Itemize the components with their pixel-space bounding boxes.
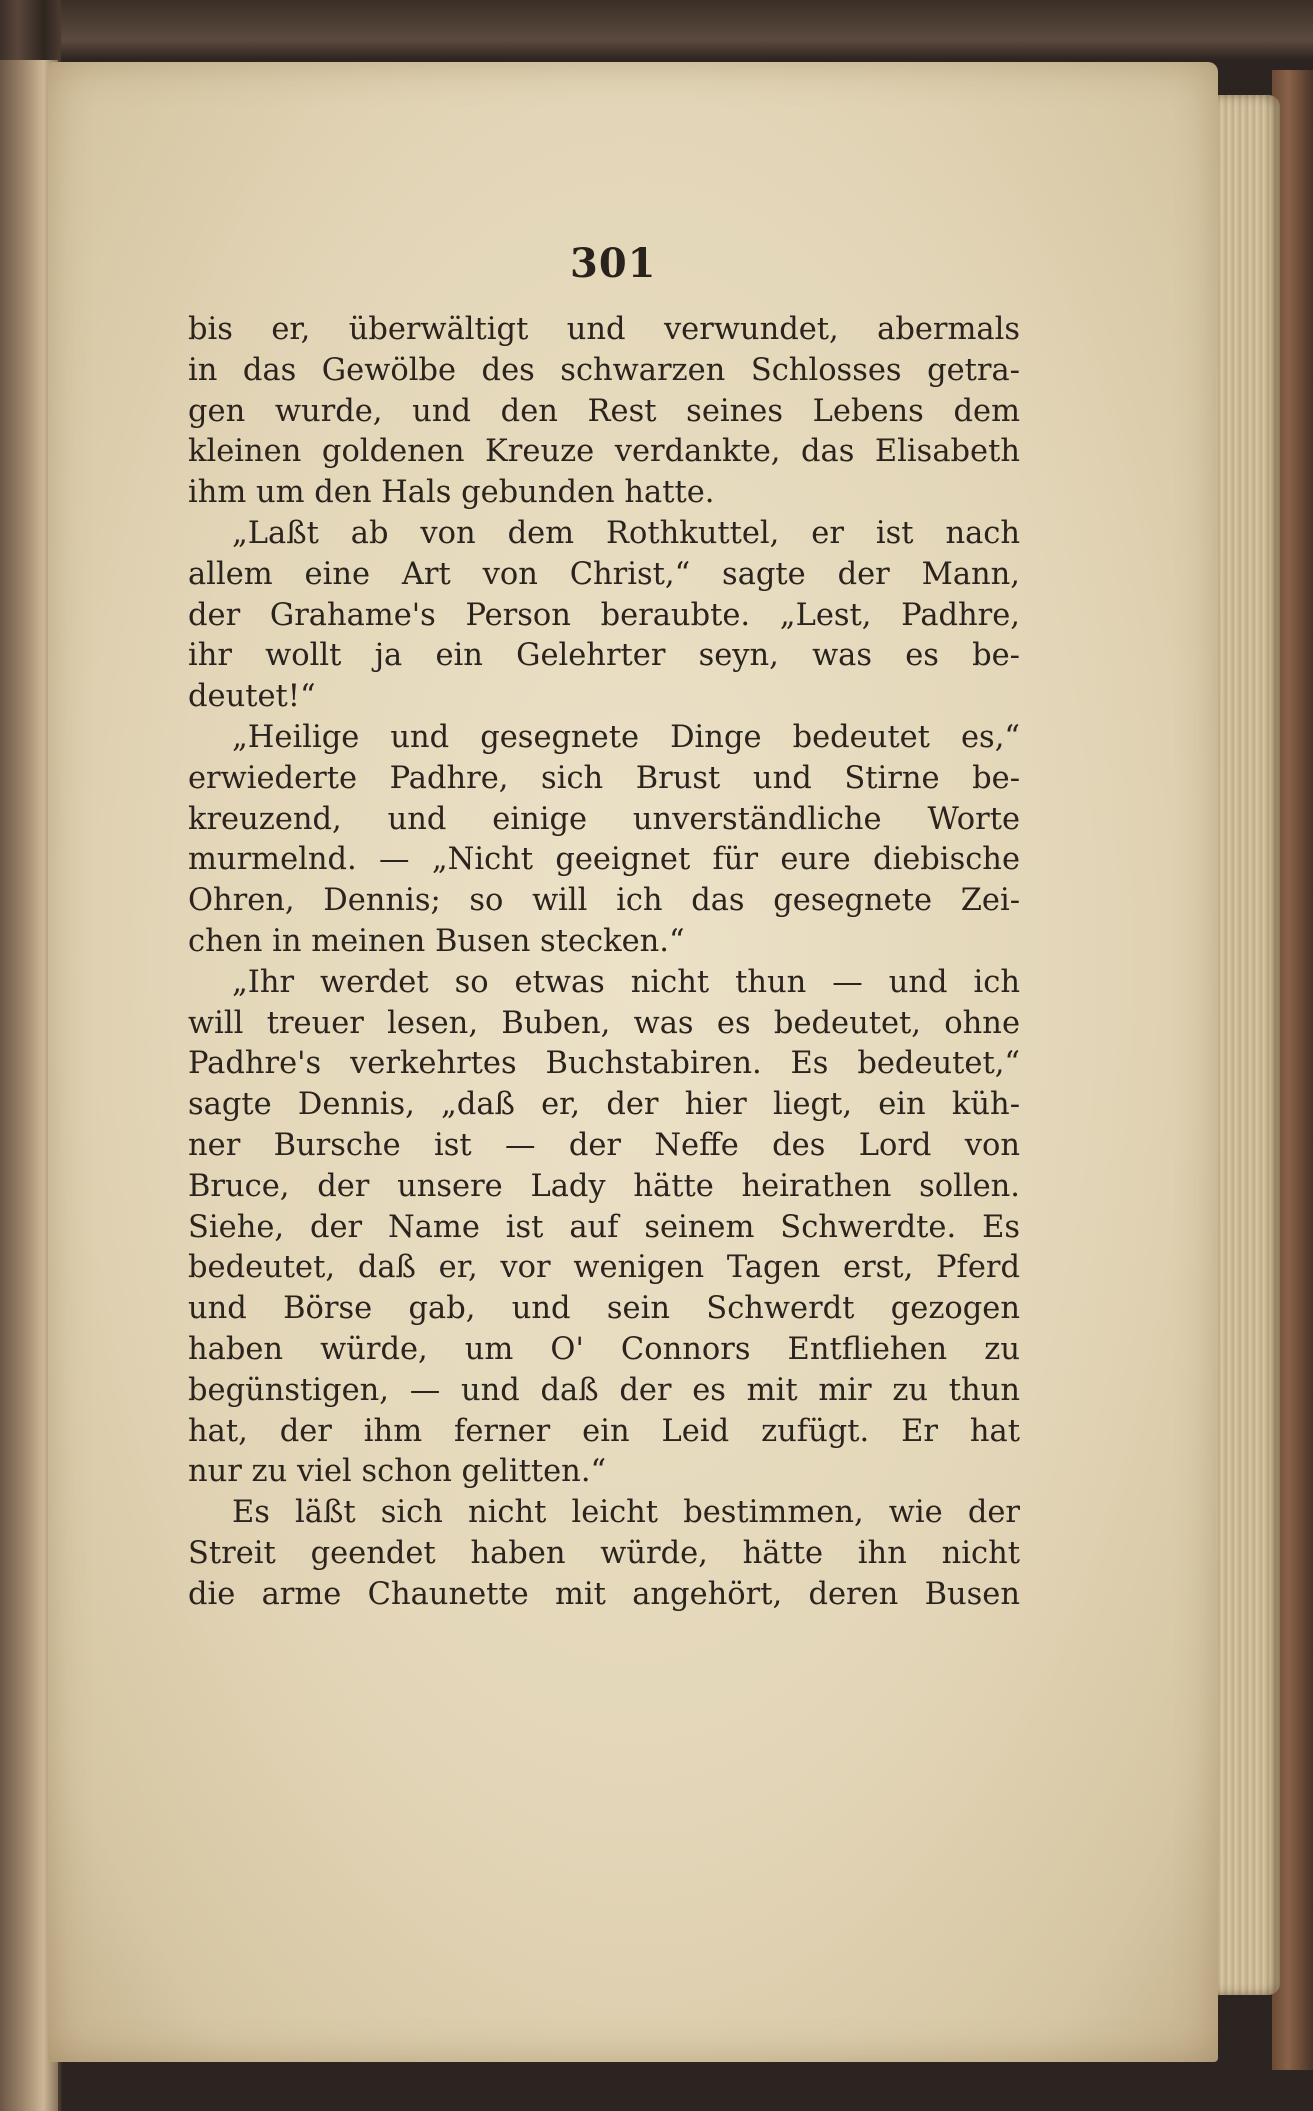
text-line: Siehe, der Name ist auf seinem Schwerdte. Es bbox=[188, 1209, 1020, 1245]
text-line: in das Gewölbe des schwarzen Schlosses getra- bbox=[188, 352, 1020, 388]
text-line: ihr wollt ja ein Gelehrter seyn, was es be- bbox=[188, 638, 1020, 674]
text-line: will treuer lesen, Buben, was es bedeutet, ohne bbox=[188, 1005, 1020, 1041]
text-line: sagte Dennis, „daß er, der hier liegt, ein küh- bbox=[188, 1087, 1020, 1123]
text-line: ner Bursche ist — der Neffe des Lord von bbox=[188, 1127, 1020, 1163]
text-line: allem eine Art von Christ,“ sagte der Mann, bbox=[188, 556, 1020, 592]
text-line: Bruce, der unsere Lady hätte heirathen sollen. bbox=[188, 1168, 1020, 1204]
text-line: Es läßt sich nicht leicht bestimmen, wie der bbox=[232, 1495, 1020, 1531]
text-line: kleinen goldenen Kreuze verdankte, das Elisabeth bbox=[188, 434, 1020, 470]
text-line: deutet!“ bbox=[188, 679, 316, 715]
text-line: und Börse gab, und sein Schwerdt gezogen bbox=[188, 1291, 1020, 1327]
page-text bbox=[188, 310, 1020, 1616]
text-line: bis er, überwältigt und verwundet, abermals bbox=[188, 312, 1020, 347]
text-line: die arme Chaunette mit angehört, deren Busen bbox=[188, 1576, 1020, 1612]
text-line: „Ihr werdet so etwas nicht thun — und ich bbox=[232, 964, 1020, 1000]
text-line: begünstigen, — und daß der es mit mir zu thun bbox=[188, 1372, 1020, 1408]
text-line: gen wurde, und den Rest seines Lebens dem bbox=[188, 393, 1020, 429]
text-line: bedeutet, daß er, vor wenigen Tagen erst, Pferd bbox=[188, 1250, 1020, 1286]
text-line: erwiederte Padhre, sich Brust und Stirne be- bbox=[188, 760, 1020, 796]
text-line: Padhre's verkehrtes Buchstabiren. Es bedeutet,“ bbox=[188, 1046, 1020, 1082]
text-line: nur zu viel schon gelitten.“ bbox=[188, 1454, 607, 1490]
text-line: „Heilige und gesegnete Dinge bedeutet es,“ bbox=[232, 719, 1020, 755]
text-line: haben würde, um O' Connors Entfliehen zu bbox=[188, 1331, 1020, 1367]
text-line: Ohren, Dennis; so will ich das gesegnete Zei- bbox=[188, 883, 1020, 919]
text-line: kreuzend, und einige unverständliche Worte bbox=[188, 801, 1020, 837]
text-line: chen in meinen Busen stecken.“ bbox=[188, 923, 685, 959]
text-line: murmelnd. — „Nicht geeignet für eure diebische bbox=[188, 842, 1020, 878]
page-number: 301 bbox=[570, 240, 657, 287]
text-line: der Grahame's Person beraubte. „Lest, Padhre, bbox=[188, 597, 1020, 633]
text-line: „Laßt ab von dem Rothkuttel, er ist nach bbox=[232, 515, 1020, 551]
text-line: hat, der ihm ferner ein Leid zufügt. Er hat bbox=[188, 1413, 1020, 1449]
text-line: Streit geendet haben würde, hätte ihn nicht bbox=[188, 1535, 1020, 1571]
text-line: ihm um den Hals gebunden hatte. bbox=[188, 475, 715, 511]
